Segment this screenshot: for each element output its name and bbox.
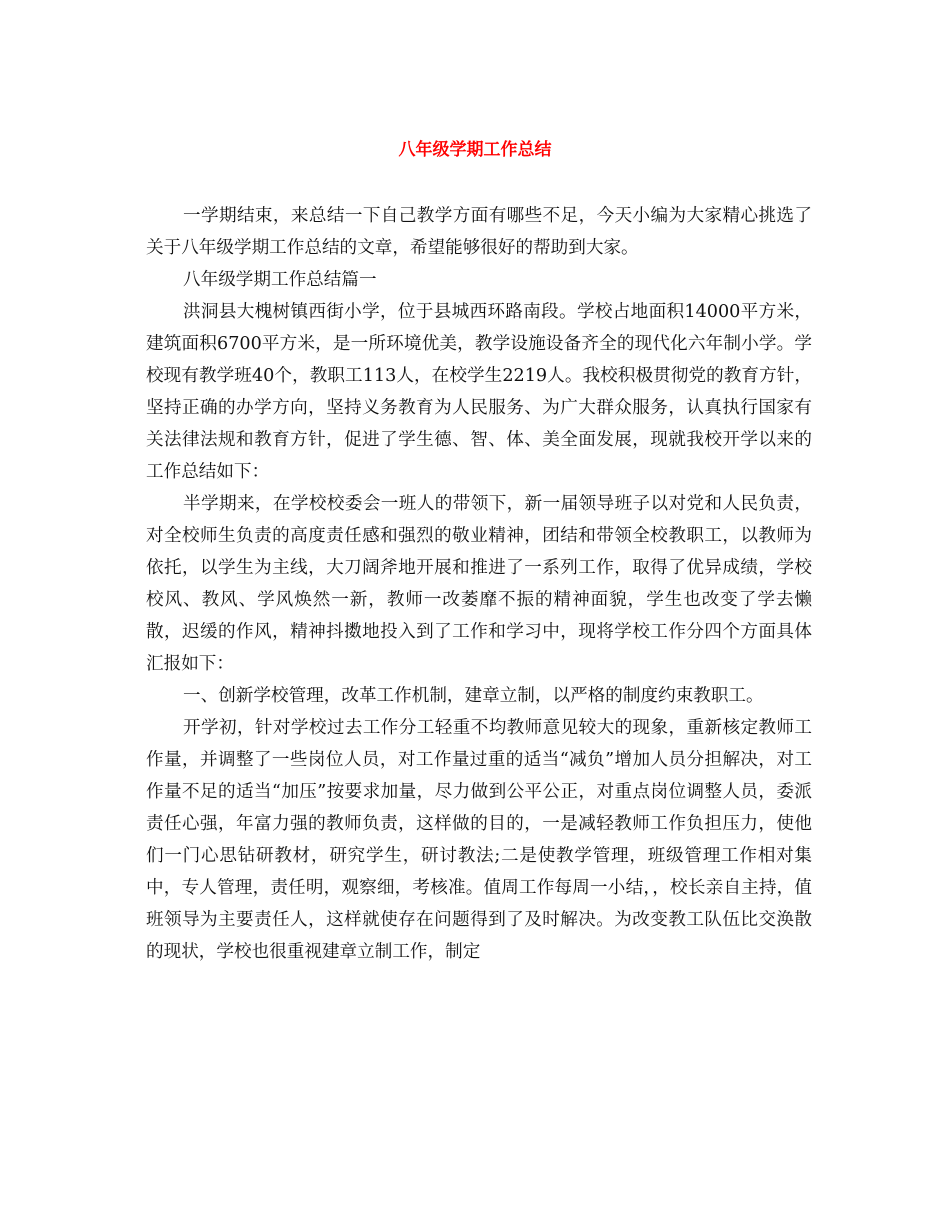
section-heading: 八年级学期工作总结篇一 — [183, 270, 377, 290]
school-overview-paragraph: 洪洞县大槐树镇西街小学，位于县城西环路南段。学校占地面积14000平方米，建筑面积6700平方米，是一所环境优美，教学设施设备齐全的现代化六年制小学。学校现有教学班40个，教职工113人，在校学生2219人。我校积极贯彻党的教育方针，坚持正确的办学方向，坚持义务教育为人民服务、为广大群众服务，认真执行国家有关法律法规和教育方针，促进了学生德、智、体、美全面发展，现就我校开学以来的工作总结如下： — [146, 302, 812, 482]
subsection-heading: 一、创新学校管理，改革工作机制，建章立制，以严格的制度约束教职工。 — [183, 686, 764, 706]
document-body — [146, 200, 812, 968]
intro-paragraph: 一学期结束，来总结一下自己教学方面有哪些不足，今天小编为大家精心挑选了关于八年级学期工作总结的文章，希望能够很好的帮助到大家。 — [146, 206, 812, 258]
management-paragraph: 开学初，针对学校过去工作分工轻重不均教师意见较大的现象，重新核定教师工作量，并调整了一些岗位人员，对工作量过重的适当“减负”增加人员分担解决，对工作量不足的适当“加压”按要求加量，尽力做到公平公正，对重点岗位调整人员，委派责任心强，年富力强的教师负责，这样做的目的，一是减轻教师工作负担压力，使他们一门心思钻研教材，研究学生，研讨教法;二是使教学管理，班级管理工作相对集中，专人管理，责任明，观察细，考核准。值周工作每周一小结，，校长亲自主持，值班领导为主要责任人，这样就使存在问题得到了及时解决。为改变教工队伍比交涣散的现状，学校也很重视建章立制工作，制定 — [146, 718, 812, 962]
document-title: 八年级学期工作总结 — [398, 140, 552, 160]
semester-summary-paragraph: 半学期来，在学校校委会一班人的带领下，新一届领导班子以对党和人民负责，对全校师生负责的高度责任感和强烈的敬业精神，团结和带领全校教职工，以教师为依托，以学生为主线，大刀阔斧地开展和推进了一系列工作，取得了优异成绩，学校校风、教风、学风焕然一新，教师一改萎靡不振的精神面貌，学生也改变了学去懒散，迟缓的作风，精神抖擞地投入到了工作和学习中，现将学校工作分四个方面具体汇报如下： — [146, 494, 812, 674]
